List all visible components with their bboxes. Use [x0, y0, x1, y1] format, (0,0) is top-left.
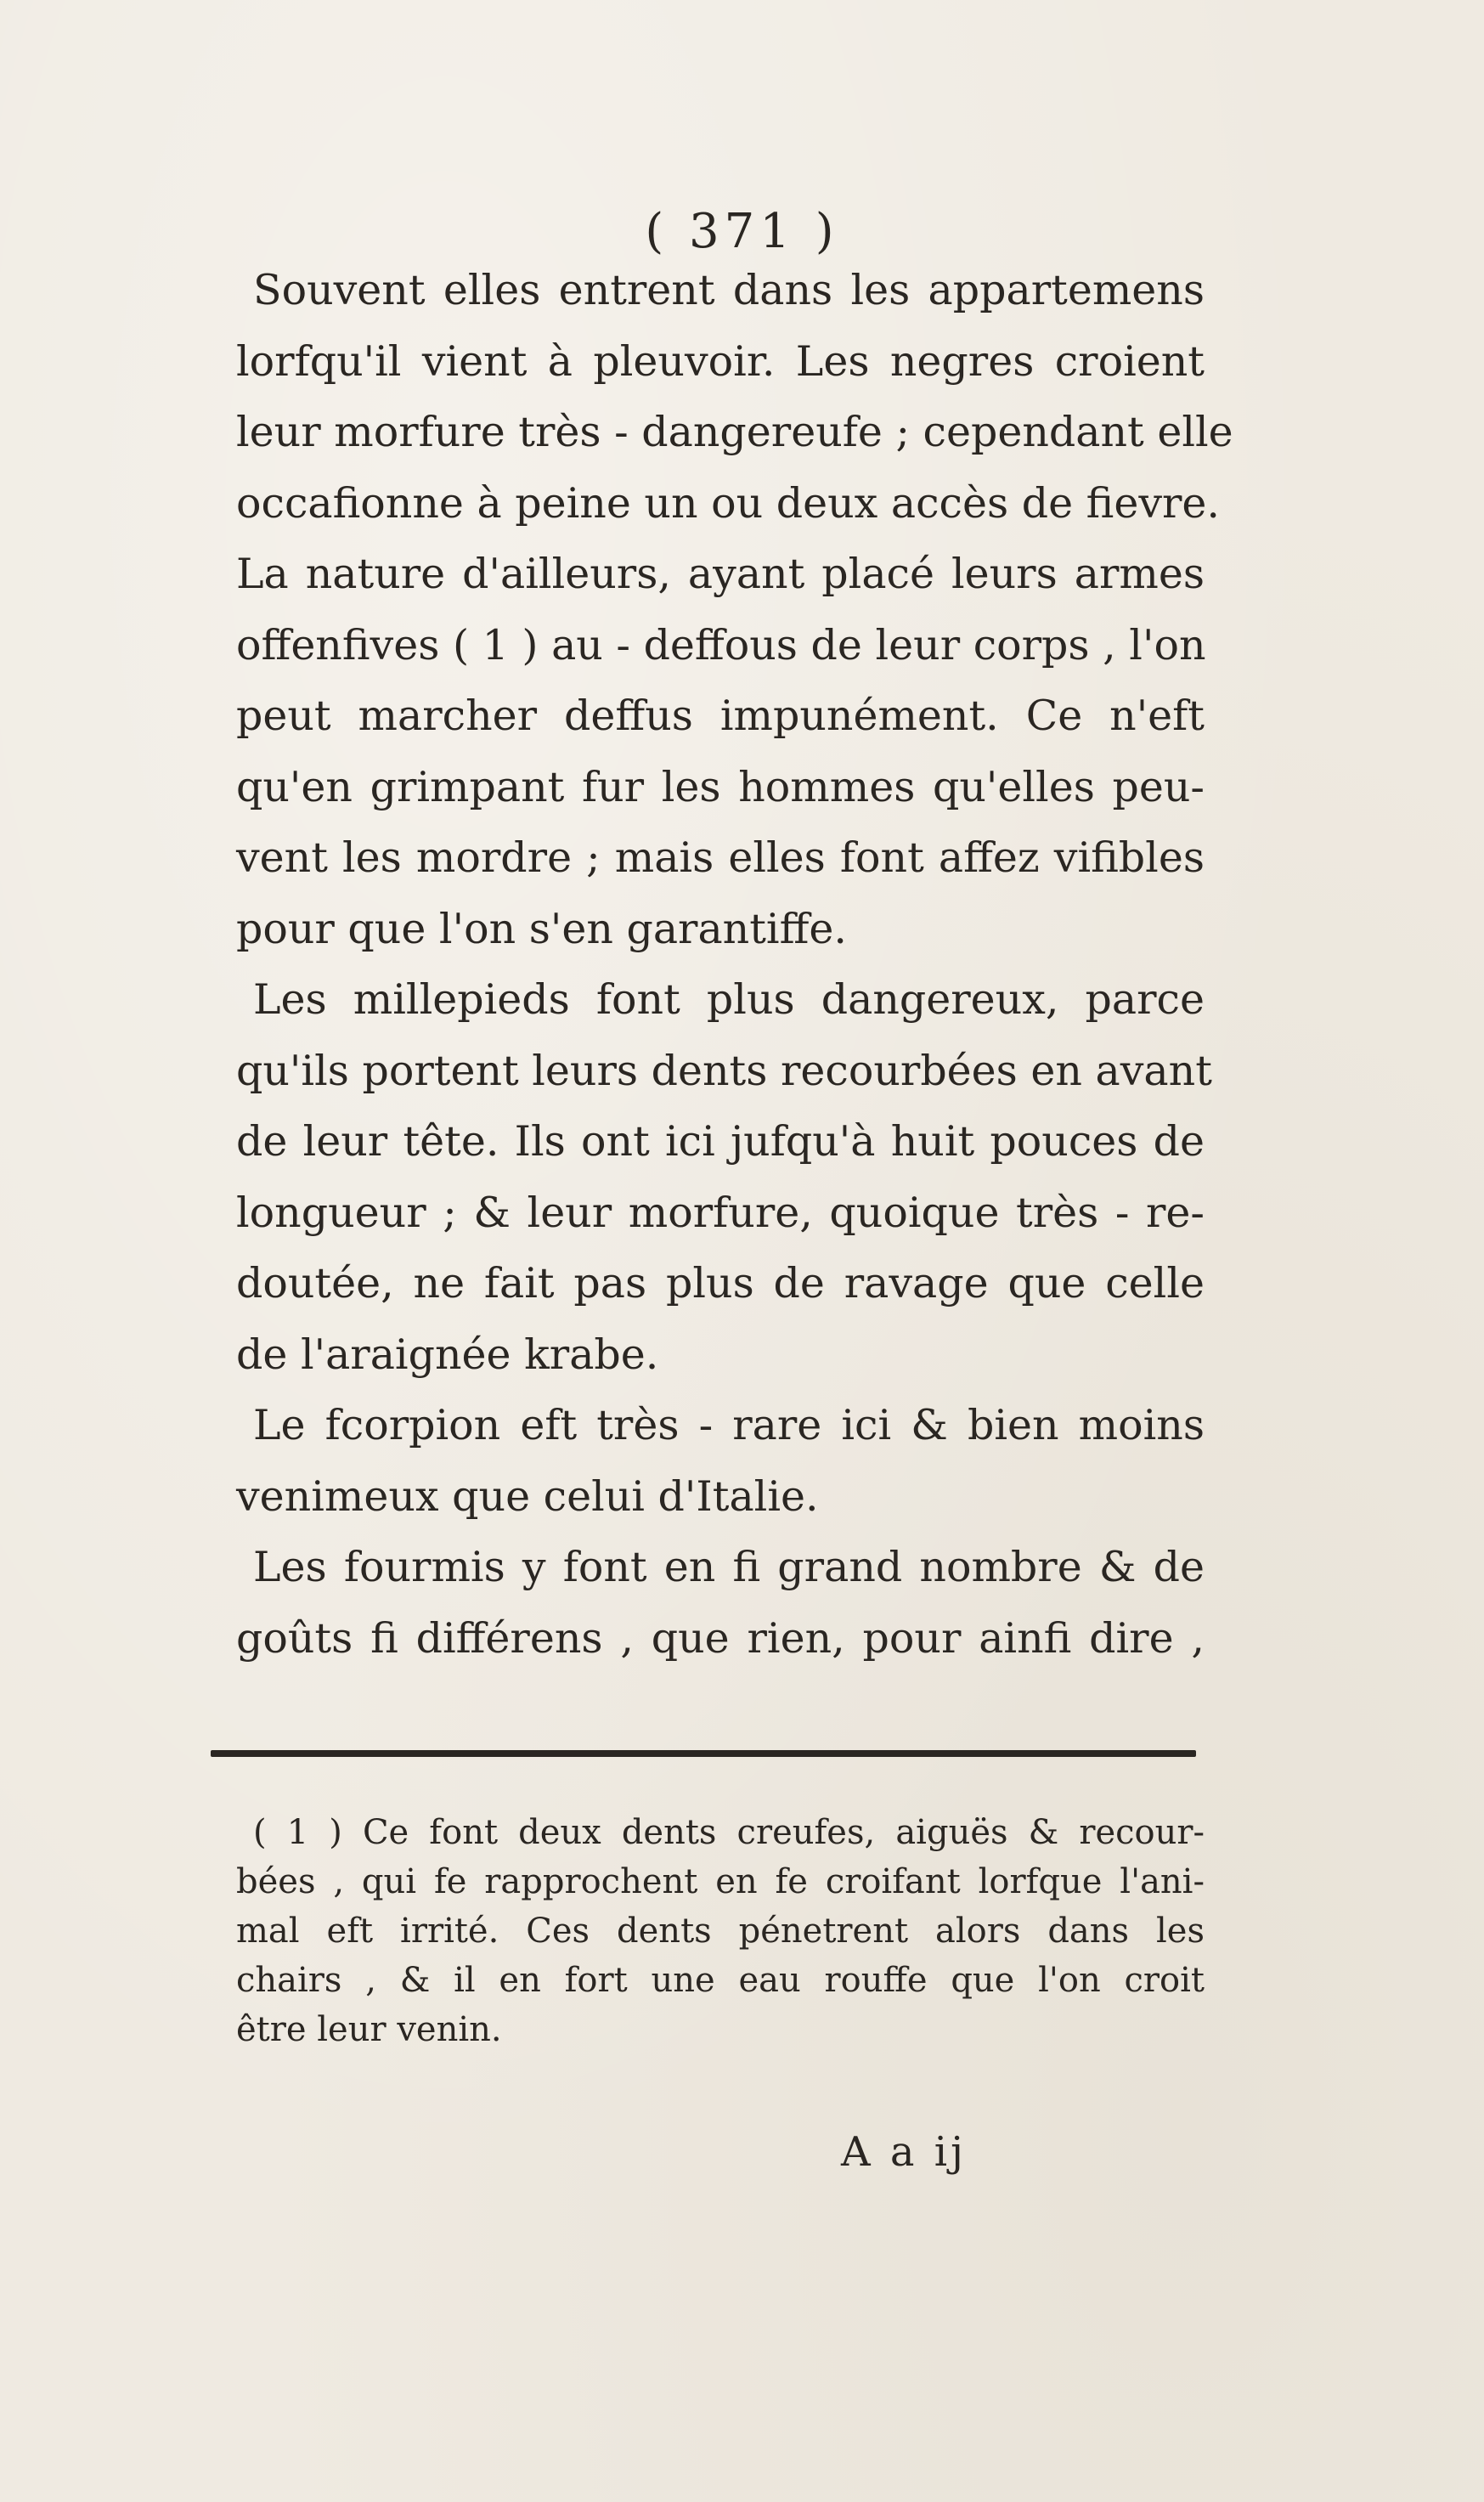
text-line: qu'ils portent leurs dents recourbées en avant — [236, 1046, 1212, 1095]
text-line: longueur ; & leur morfure, quoique très - re- — [236, 1188, 1205, 1237]
text-line: Les millepieds font plus dangereux, parce — [253, 975, 1205, 1024]
text-line: pour que l'on s'en garantiffe. — [236, 904, 847, 953]
text-line: de leur tête. Ils ont ici jufqu'à huit pouces de — [236, 1117, 1205, 1166]
footnote-separator-rule — [211, 1750, 1196, 1757]
text-line: goûts fi différens , que rien, pour ainfi dire , — [236, 1613, 1205, 1663]
footnote-line: mal eft irrité. Ces dents pénetrent alors dans les — [236, 1912, 1205, 1951]
text-line: de l'araignée krabe. — [236, 1330, 659, 1379]
text-line: peut marcher deffus impunément. Ce n'eft — [236, 692, 1205, 740]
text-line: qu'en grimpant fur les hommes qu'elles peu- — [236, 762, 1205, 811]
footnote-line: bées , qui fe rapprochent en fe croifant lorfque l'ani- — [236, 1862, 1205, 1901]
footnote-line: être leur venin. — [236, 2010, 502, 2049]
text-line: offenfives ( 1 ) au - deffous de leur corps , l'on — [236, 620, 1206, 669]
text-line: Souvent elles entrent dans les appartemens — [253, 266, 1205, 314]
text-line: occafionne à peine un ou deux accès de fievre. — [236, 478, 1221, 528]
text-line: La nature d'ailleurs, ayant placé leurs armes — [236, 550, 1205, 598]
text-line: Les fourmis y font en fi grand nombre & de — [253, 1543, 1205, 1591]
footnote — [236, 1808, 1205, 2054]
text-line: Le fcorpion eft très - rare ici & bien moins — [253, 1401, 1205, 1449]
footnote-line: chairs , & il en fort une eau rouffe que l'on croit — [236, 1961, 1205, 2000]
text-line: vent les mordre ; mais elles font affez vifibles — [236, 833, 1205, 882]
text-line: lorfqu'il vient à pleuvoir. Les negres croient — [236, 336, 1205, 386]
main-text — [236, 255, 1233, 1674]
footnote-line: ( 1 ) Ce font deux dents creufes, aiguës & recour- — [253, 1813, 1205, 1852]
page-number-header: ( 371 ) — [645, 204, 839, 259]
text-line: leur morfure très - dangereufe ; cependant elle — [236, 408, 1233, 456]
text-line: venimeux que celui d'Italie. — [236, 1471, 819, 1521]
text-line: doutée, ne fait pas plus de ravage que celle — [236, 1259, 1205, 1307]
signature-mark: A a ij — [841, 2128, 968, 2176]
